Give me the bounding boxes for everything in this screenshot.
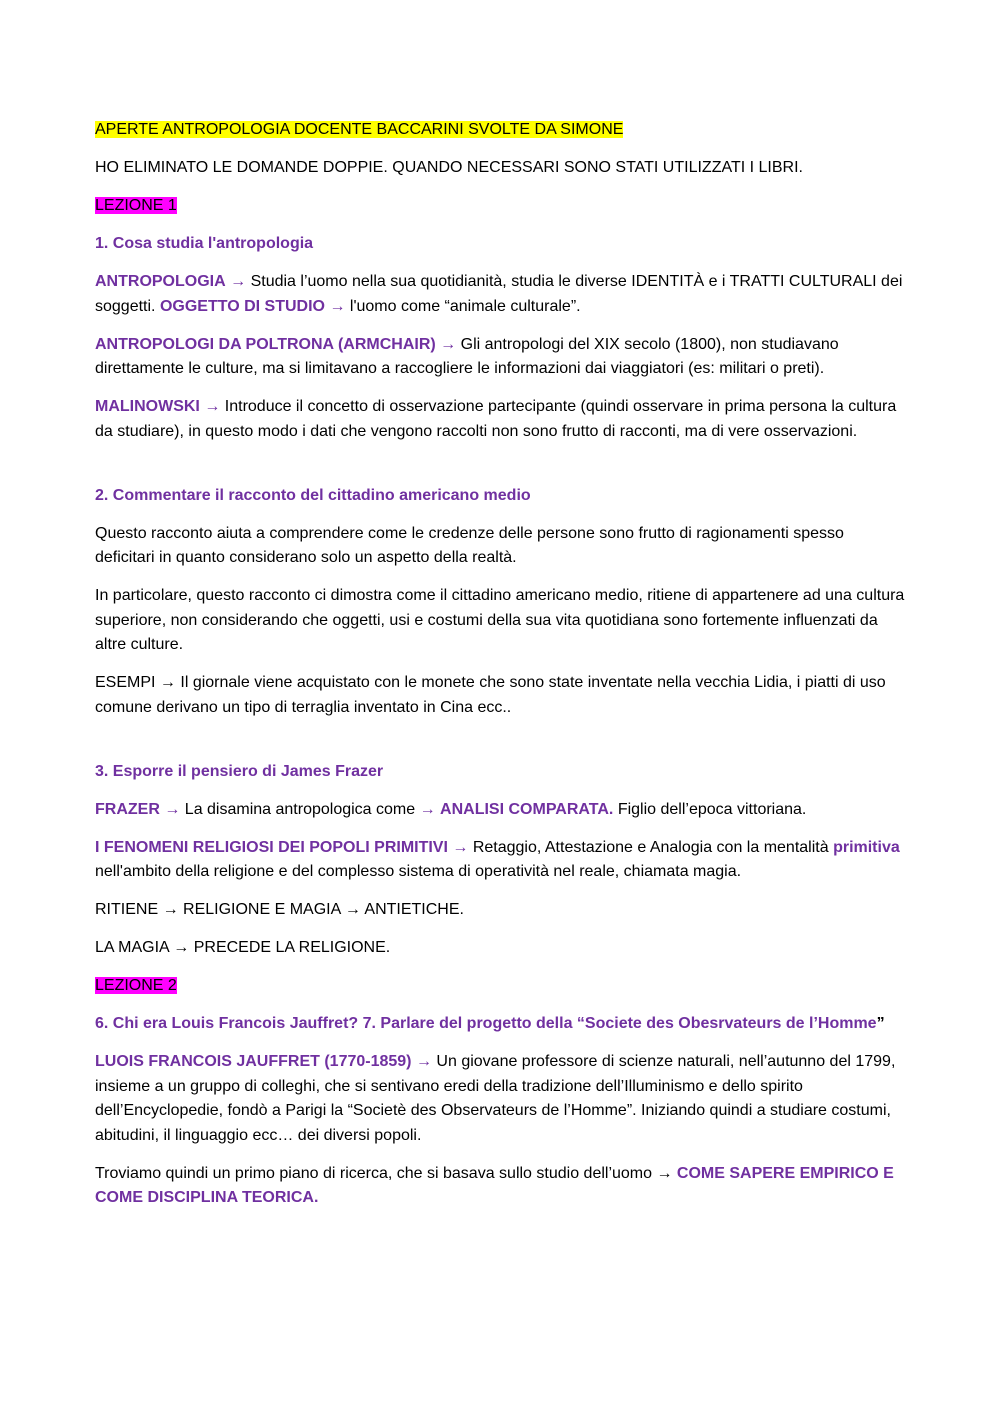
arrow-icon: → bbox=[204, 398, 221, 415]
lesson-1-label: LEZIONE 1 bbox=[95, 197, 177, 214]
arrow-icon: → bbox=[452, 838, 469, 856]
q1-paragraph-2: ANTROPOLOGI DA POLTRONA (ARMCHAIR) → Gli antropologi del XIX secolo (1800), non studiavano direttamente le culture, ma si limitavano a raccogliere le informazioni dai viaggiatori (es: militari o preti). bbox=[95, 335, 839, 377]
document-title: APERTE ANTROPOLOGIA DOCENTE BACCARINI SVOLTE DA SIMONE bbox=[95, 121, 624, 138]
term-analisi-comparata: ANALISI COMPARATA. bbox=[440, 800, 614, 818]
term-frazer: FRAZER bbox=[95, 800, 160, 818]
spacer bbox=[95, 458, 905, 484]
question-1-heading: 1. Cosa studia l'antropologia bbox=[95, 235, 314, 252]
q2-paragraph-1: Questo racconto aiuta a comprendere come le credenze delle persone sono frutto di ragionamenti spesso deficitari in quanto considerano solo un aspetto della realtà. bbox=[95, 524, 844, 566]
arrow-icon: → bbox=[230, 273, 247, 290]
arrow-icon: → bbox=[329, 297, 346, 315]
term-antropologi-da-poltrona: ANTROPOLOGI DA POLTRONA (ARMCHAIR) bbox=[95, 335, 436, 353]
term-fenomeni-religiosi: I FENOMENI RELIGIOSI DEI POPOLI PRIMITIVI bbox=[95, 838, 448, 856]
question-3-heading: 3. Esporre il pensiero di James Frazer bbox=[95, 762, 384, 780]
q6-paragraph-1: LUOIS FRANCOIS JAUFFRET (1770-1859) → Un giovane professore di scienze naturali, nell’autunno del 1799, insieme a un gruppo di colleghi, che si sentivano eredi della tradizione dell’Illuminismo e dello spirito dell’Encyclopedie, fondò a Parigi la “Societè des Observateurs de l’Homme”. Iniziando quindi a studiare costumi, abitudini, il linguaggio ecc… dei diversi popoli. bbox=[95, 1053, 896, 1144]
term-jauffret: LUOIS FRANCOIS JAUFFRET (1770-1859) bbox=[95, 1053, 412, 1070]
document-page bbox=[95, 118, 905, 1224]
arrow-icon: → bbox=[159, 674, 176, 691]
q3-paragraph-1: FRAZER → La disamina antropologica come → ANALISI COMPARATA. Figlio dell’epoca vittoriana. bbox=[95, 800, 807, 818]
arrow-icon: → bbox=[173, 939, 190, 956]
q3-paragraph-4: LA MAGIA → PRECEDE LA RELIGIONE. bbox=[95, 939, 391, 956]
question-6-7-heading: 6. Chi era Louis Francois Jauffret? 7. Parlare del progetto della “Societe des Obesrvateurs de l’Homme” bbox=[95, 1015, 885, 1032]
lesson-2-label: LEZIONE 2 bbox=[95, 977, 177, 994]
arrow-icon: → bbox=[344, 901, 361, 918]
intro-note: HO ELIMINATO LE DOMANDE DOPPIE. QUANDO NECESSARI SONO STATI UTILIZZATI I LIBRI. bbox=[95, 159, 803, 176]
q3-paragraph-3: RITIENE → RELIGIONE E MAGIA → ANTIETICHE. bbox=[95, 901, 464, 918]
q1-paragraph-1: ANTROPOLOGIA → Studia l’uomo nella sua quotidianità, studia le diverse IDENTITÀ e i TRATTI CULTURALI dei soggetti. OGGETTO DI STUDIO → l'uomo come “animale culturale”. bbox=[95, 273, 903, 315]
arrow-icon: → bbox=[656, 1164, 673, 1182]
arrow-icon: → bbox=[440, 335, 457, 353]
q3-paragraph-2: I FENOMENI RELIGIOSI DEI POPOLI PRIMITIVI → Retaggio, Attestazione e Analogia con la mentalità primitiva nell'ambito della religione e del complesso sistema di operatività nel reale, chiamata magia. bbox=[95, 838, 900, 880]
question-2-heading: 2. Commentare il racconto del cittadino americano medio bbox=[95, 486, 531, 504]
term-sapere-empirico: COME SAPERE EMPIRICO E COME DISCIPLINA TEORICA. bbox=[95, 1164, 894, 1206]
term-primitiva: primitiva bbox=[833, 838, 900, 856]
spacer bbox=[95, 734, 905, 760]
term-antropologia: ANTROPOLOGIA bbox=[95, 273, 226, 290]
term-oggetto-di-studio: OGGETTO DI STUDIO bbox=[159, 297, 325, 315]
q2-paragraph-3: ESEMPI → Il giornale viene acquistato con le monete che sono state inventate nella vecchia Lidia, i piatti di uso comune derivano un tipo di terraglia inventato in Cina ecc.. bbox=[95, 674, 886, 716]
q2-paragraph-2: In particolare, questo racconto ci dimostra come il cittadino americano medio, ritiene di appartenere ad una cultura superiore, non considerando che oggetti, usi e costumi della sua vita quotidiana sono fortemente influenzati da altre culture. bbox=[95, 587, 905, 653]
q1-paragraph-3: MALINOWSKI → Introduce il concetto di osservazione partecipante (quindi osservare in prima persona la cultura da studiare), in questo modo i dati che vengono raccolti non sono frutto di racconti, ma di vere osservazioni. bbox=[95, 398, 897, 440]
arrow-icon: → bbox=[164, 800, 181, 818]
arrow-icon: → bbox=[415, 1053, 432, 1070]
q6-paragraph-2: Troviamo quindi un primo piano di ricerca, che si basava sullo studio dell’uomo → COME SAPERE EMPIRICO E COME DISCIPLINA TEORICA. bbox=[95, 1164, 894, 1206]
arrow-icon: → bbox=[162, 901, 179, 918]
arrow-icon: → bbox=[419, 800, 436, 818]
term-malinowski: MALINOWSKI bbox=[95, 398, 200, 415]
